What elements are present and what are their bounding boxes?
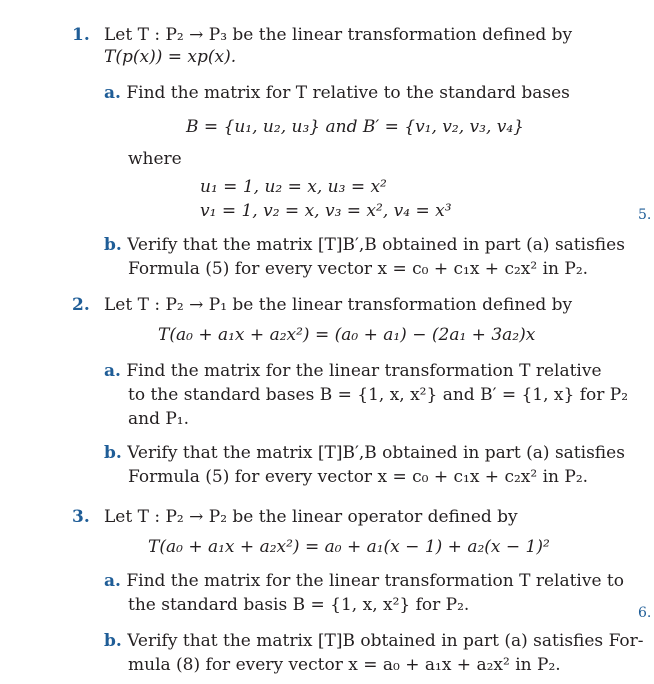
margin-number: 5. — [638, 207, 652, 223]
problem-statement-line: T(p(x)) = xp(x). — [104, 47, 237, 67]
part-b — [104, 442, 625, 464]
problem-statement-line: Let T : P₂ → P₂ be the linear operator defined by — [104, 507, 518, 527]
part-label: a. — [104, 83, 121, 103]
problem-statement-line: Let T : P₂ → P₁ be the linear transformation defined by — [104, 295, 573, 315]
part-label: b. — [104, 443, 122, 463]
part-label: b. — [104, 235, 122, 255]
part-b — [104, 234, 625, 256]
part-label: b. — [104, 631, 122, 651]
part-text: mula (8) for every vector x = a₀ + a₁x + a₂x² in P₂. — [128, 655, 561, 675]
part-text: to the standard bases B = {1, x, x²} and B′ = {1, x} for P₂ — [128, 385, 629, 405]
part-a — [104, 570, 624, 592]
part-text: Find the matrix for the linear transformation T relative — [126, 361, 602, 381]
part-text: Verify that the matrix [T]B obtained in part (a) satisfies For- — [127, 631, 644, 651]
equation: u₁ = 1, u₂ = x, u₃ = x² — [200, 177, 387, 197]
equation: B = {u₁, u₂, u₃} and B′ = {v₁, v₂, v₃, v₄} — [186, 117, 524, 137]
part-text: Formula (5) for every vector x = c₀ + c₁x + c₂x² in P₂. — [128, 259, 589, 279]
equation: T(a₀ + a₁x + a₂x²) = (a₀ + a₁) − (2a₁ + 3a₂)x — [158, 325, 536, 345]
part-label: a. — [104, 361, 121, 381]
problem-number: 2. — [72, 295, 90, 315]
problem-statement-line: Let T : P₂ → P₃ be the linear transformation defined by — [104, 25, 573, 45]
part-text: Verify that the matrix [T]B′,B obtained in part (a) satisfies — [127, 235, 625, 255]
part-b — [104, 630, 644, 652]
part-text: the standard basis B = {1, x, x²} for P₂. — [128, 595, 470, 615]
equation: v₁ = 1, v₂ = x, v₃ = x², v₄ = x³ — [200, 201, 452, 221]
where-text: where — [128, 149, 182, 169]
equation: T(a₀ + a₁x + a₂x²) = a₀ + a₁(x − 1) + a₂(x − 1)² — [148, 537, 550, 557]
part-text: Find the matrix for the linear transformation T relative to — [126, 571, 624, 591]
part-a — [104, 82, 570, 104]
problem-number: 3. — [72, 507, 90, 527]
part-label: a. — [104, 571, 121, 591]
part-text: Verify that the matrix [T]B′,B obtained in part (a) satisfies — [127, 443, 625, 463]
margin-number: 6. — [638, 605, 652, 621]
part-text: and P₁. — [128, 409, 190, 429]
part-text: Formula (5) for every vector x = c₀ + c₁x + c₂x² in P₂. — [128, 467, 589, 487]
part-a — [104, 360, 602, 382]
problem-number: 1. — [72, 25, 90, 45]
part-text: Find the matrix for T relative to the standard bases — [126, 83, 570, 103]
